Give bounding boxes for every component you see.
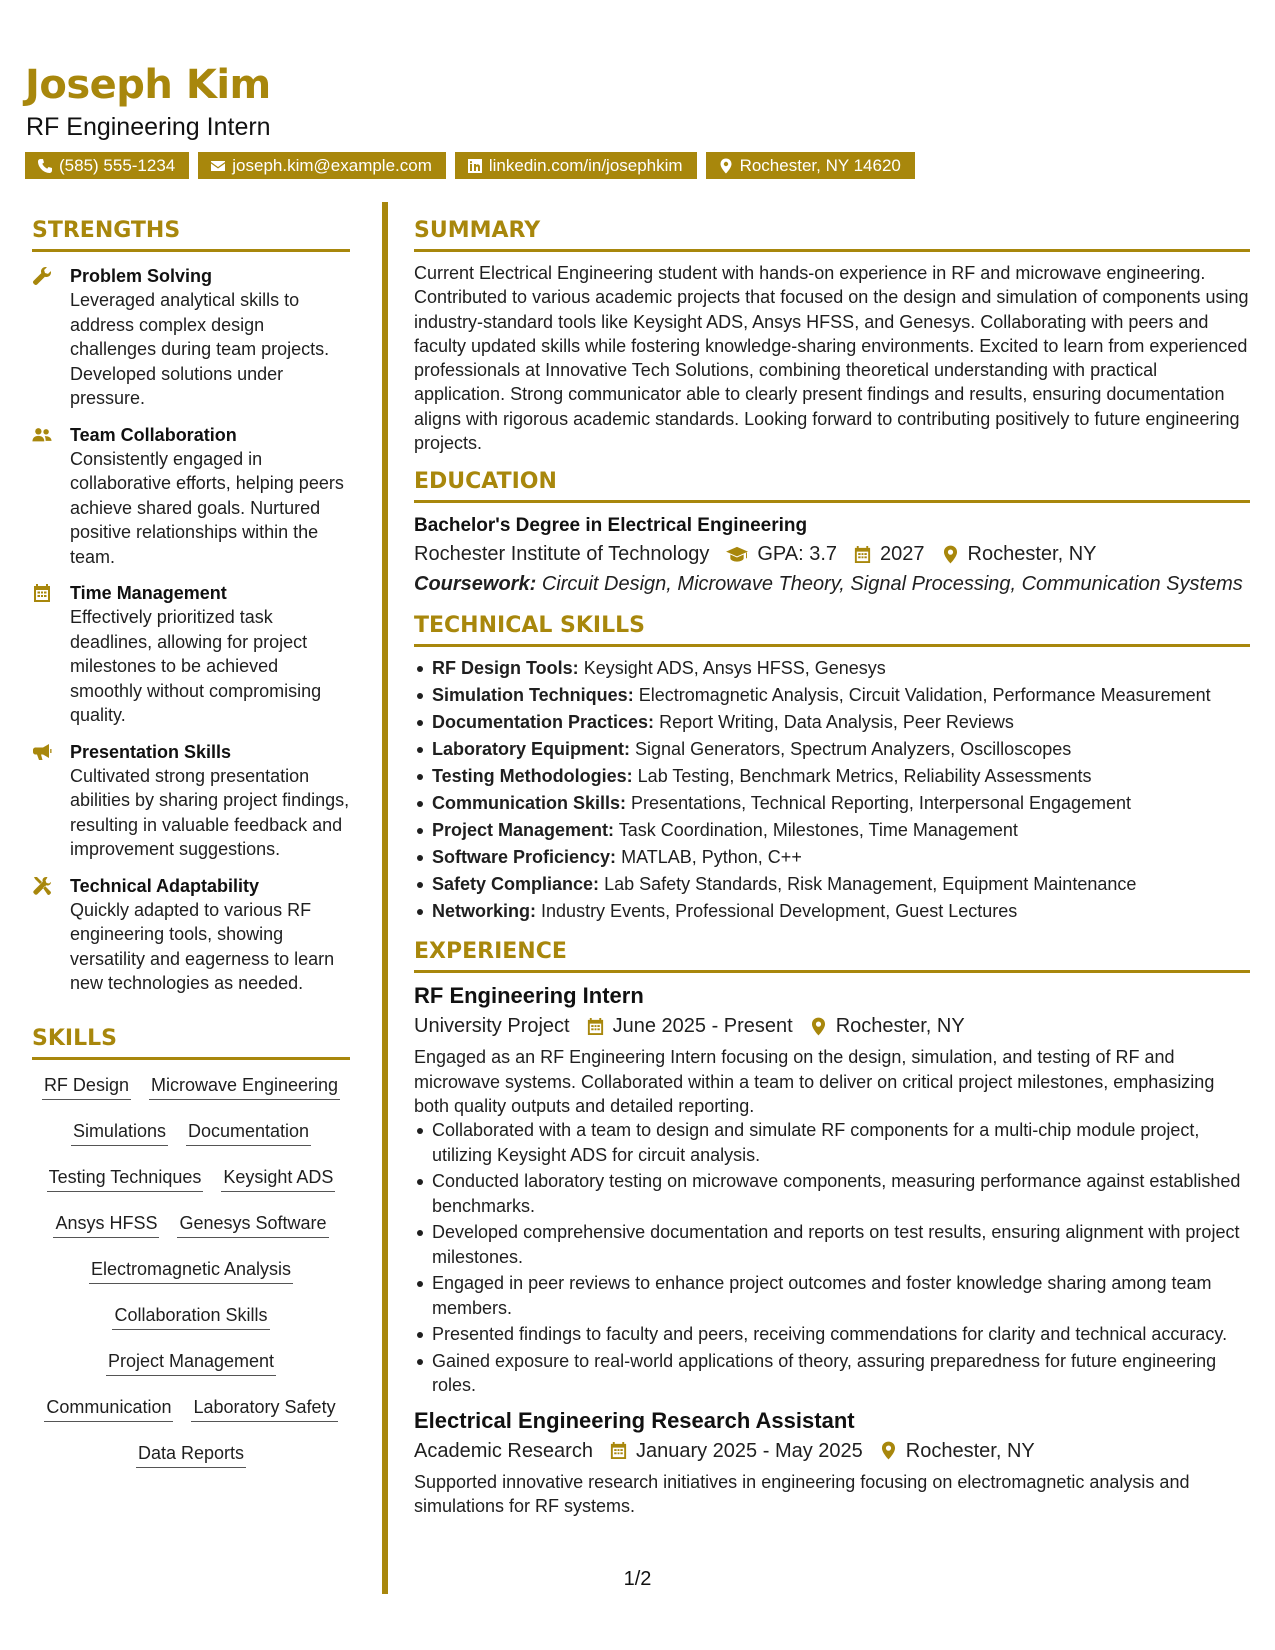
- job-title: RF Engineering Intern: [414, 983, 644, 1009]
- list-item: Conducted laboratory testing on microwave components, measuring performance against established benchmarks.: [414, 1169, 1250, 1218]
- education-heading: EDUCATION: [414, 469, 1250, 503]
- candidate-title: RF Engineering Intern: [26, 113, 271, 141]
- job-org: Academic Research: [414, 1439, 593, 1462]
- list-item: Documentation Practices: Report Writing, Data Analysis, Peer Reviews: [414, 709, 1250, 736]
- map-pin-icon: [941, 545, 960, 564]
- map-pin-icon: [879, 1441, 898, 1460]
- skill-tag: Genesys Software: [177, 1212, 328, 1238]
- job-location: Rochester, NY: [835, 1015, 965, 1038]
- strength-item: [32, 264, 350, 411]
- contact-linkedin-text: linkedin.com/in/josephkim: [488, 155, 683, 175]
- skill-tag: RF Design: [42, 1074, 131, 1100]
- list-item: Project Management: Task Coordination, Milestones, Time Management: [414, 817, 1250, 844]
- graduation-year: 2027: [880, 543, 925, 566]
- skill-tag: Project Management: [106, 1350, 276, 1376]
- strength-title: Problem Solving: [70, 266, 213, 286]
- job-meta: [414, 1436, 1250, 1466]
- skill-tag: Testing Techniques: [47, 1166, 204, 1192]
- education-location: Rochester, NY: [967, 543, 1097, 566]
- gpa-text: GPA: 3.7: [757, 543, 838, 566]
- list-item: Collaborated with a team to design and simulate RF components for a multi-chip module project, utilizing Keysight ADS for circuit analysis.: [414, 1118, 1250, 1167]
- skills-list: [32, 1074, 350, 1468]
- strength-desc: Cultivated strong presentation abilities by sharing project findings, resulting in valuable feedback and improvement suggestions.: [70, 765, 350, 859]
- skill-tag: Simulations: [71, 1120, 168, 1146]
- right-column: [414, 218, 1250, 1518]
- envelope-icon: [210, 158, 226, 174]
- contact-email-text: joseph.kim@example.com: [232, 155, 432, 175]
- skills-heading: SKILLS: [32, 1026, 350, 1060]
- left-column: [32, 218, 350, 1468]
- strength-title: Time Management: [70, 583, 227, 603]
- summary-text: Current Electrical Engineering student with hands-on experience in RF and microwave engineering. Contributed to various academic projects that focused on the design and simulation of components using industry-standard tools like Keysight ADS, Ansys HFSS, and Genesys. Collaborating with peers and faculty updated skills while fostering knowledge-sharing environments. Excited to learn from experienced professionals at Innovative Tech Solutions, combining theoretical understanding with practical application. Strong communicator able to clearly present findings and results, ensuring documentation aligns with rigorous academic standards. Looking forward to contributing positively to future engineering projects.: [414, 263, 1249, 454]
- coursework-list: Circuit Design, Microwave Theory, Signal Processing, Communication Systems: [541, 573, 1243, 596]
- contact-email[interactable]: [198, 152, 446, 179]
- list-item: Laboratory Equipment: Signal Generators, Spectrum Analyzers, Oscilloscopes: [414, 736, 1250, 763]
- job-bullets: [414, 1118, 1250, 1398]
- strength-title: Presentation Skills: [70, 741, 232, 762]
- experience-heading: EXPERIENCE: [414, 939, 1250, 973]
- calendar-icon: [853, 545, 872, 564]
- graduation-cap-icon: [725, 545, 749, 564]
- strength-item: [32, 581, 350, 728]
- contact-location: [706, 152, 915, 179]
- wrench-icon: [32, 266, 52, 286]
- strength-item: [32, 423, 350, 570]
- contact-phone[interactable]: [25, 152, 189, 179]
- list-item: Simulation Techniques: Electromagnetic Analysis, Circuit Validation, Performance Measurement: [414, 682, 1250, 709]
- list-item: Developed comprehensive documentation and reports on test results, ensuring alignment with project milestones.: [414, 1220, 1250, 1269]
- strength-desc: Effectively prioritized task deadlines, allowing for project milestones to be achieved smoothly without compromising quality.: [70, 607, 322, 725]
- job-dates: January 2025 - May 2025: [635, 1439, 863, 1462]
- coursework-label: Coursework:: [414, 573, 537, 596]
- strength-desc: Leveraged analytical skills to address complex design challenges during team projects. Developed solutions under pressure.: [70, 290, 330, 408]
- linkedin-icon: [467, 158, 483, 174]
- strength-desc: Consistently engaged in collaborative efforts, helping peers achieve shared goals. Nurtured positive relationships within the team.: [70, 448, 344, 567]
- skill-tag: Communication: [44, 1396, 173, 1422]
- job-title: Electrical Engineering Research Assistant: [414, 1407, 855, 1433]
- skill-tag: Documentation: [186, 1120, 311, 1146]
- strength-desc: Quickly adapted to various RF engineering tools, showing versatility and eagerness to learn new technologies as needed.: [70, 899, 335, 993]
- skill-tag: Ansys HFSS: [53, 1212, 159, 1238]
- contact-linkedin[interactable]: [455, 152, 697, 179]
- list-item: Software Proficiency: MATLAB, Python, C++: [414, 844, 1250, 871]
- phone-icon: [37, 158, 53, 174]
- list-item: Safety Compliance: Lab Safety Standards, Risk Management, Equipment Maintenance: [414, 871, 1250, 898]
- list-item: Networking: Industry Events, Professional Development, Guest Lectures: [414, 898, 1250, 925]
- skill-tag: Electromagnetic Analysis: [89, 1258, 293, 1284]
- column-divider: [382, 202, 388, 1594]
- school-name: Rochester Institute of Technology: [414, 543, 710, 566]
- tools-icon: [32, 876, 52, 896]
- job-summary: Engaged as an RF Engineering Intern focusing on the design, simulation, and testing of RF and microwave systems. Collaborated within a team to deliver on critical project milestones, emphasizing both quality outputs and detailed reporting.: [414, 1047, 1215, 1116]
- candidate-name: Joseph Kim: [25, 62, 271, 108]
- contact-bar: [25, 152, 915, 179]
- list-item: Engaged in peer reviews to enhance project outcomes and foster knowledge sharing among team members.: [414, 1271, 1250, 1320]
- list-item: Communication Skills: Presentations, Technical Reporting, Interpersonal Engagement: [414, 790, 1250, 817]
- coursework: [414, 569, 1250, 599]
- calendar-icon: [32, 583, 52, 603]
- map-pin-icon: [809, 1017, 828, 1036]
- skill-tag: Collaboration Skills: [112, 1304, 269, 1330]
- skill-tag: Microwave Engineering: [149, 1074, 340, 1100]
- list-item: Gained exposure to real-world applications of theory, assuring preparedness for future engineering roles.: [414, 1349, 1250, 1398]
- strengths-heading: STRENGTHS: [32, 218, 350, 252]
- job-dates: June 2025 - Present: [612, 1015, 793, 1038]
- users-icon: [32, 425, 52, 445]
- skill-tag: Keysight ADS: [221, 1166, 335, 1192]
- summary-heading: SUMMARY: [414, 218, 1250, 252]
- strength-title: Technical Adaptability: [70, 875, 260, 896]
- calendar-icon: [586, 1017, 605, 1036]
- strength-item: [32, 874, 350, 996]
- list-item: RF Design Tools: Keysight ADS, Ansys HFSS, Genesys: [414, 655, 1250, 682]
- megaphone-icon: [32, 742, 52, 762]
- degree-title: Bachelor's Degree in Electrical Engineering: [414, 515, 808, 537]
- page-number: 1/2: [623, 1568, 652, 1590]
- list-item: Presented findings to faculty and peers, receiving commendations for clarity and technical accuracy.: [414, 1322, 1250, 1347]
- contact-phone-text: (585) 555-1234: [59, 155, 176, 175]
- technical-skills-heading: TECHNICAL SKILLS: [414, 613, 1250, 647]
- calendar-icon: [609, 1441, 628, 1460]
- contact-location-text: Rochester, NY 14620: [739, 155, 901, 175]
- education-meta: [414, 539, 1250, 569]
- map-pin-icon: [718, 158, 734, 174]
- job-summary: Supported innovative research initiatives in engineering focusing on electromagnetic analysis and simulations for RF systems.: [414, 1471, 1190, 1517]
- job-location: Rochester, NY: [905, 1439, 1035, 1462]
- skill-tag: Laboratory Safety: [191, 1396, 337, 1422]
- skill-tag: Data Reports: [136, 1442, 246, 1468]
- list-item: Testing Methodologies: Lab Testing, Benchmark Metrics, Reliability Assessments: [414, 763, 1250, 790]
- strength-title: Team Collaboration: [70, 424, 237, 445]
- technical-skills-list: [414, 655, 1250, 925]
- strength-item: [32, 740, 350, 862]
- job-org: University Project: [414, 1015, 570, 1038]
- job-meta: [414, 1011, 1250, 1041]
